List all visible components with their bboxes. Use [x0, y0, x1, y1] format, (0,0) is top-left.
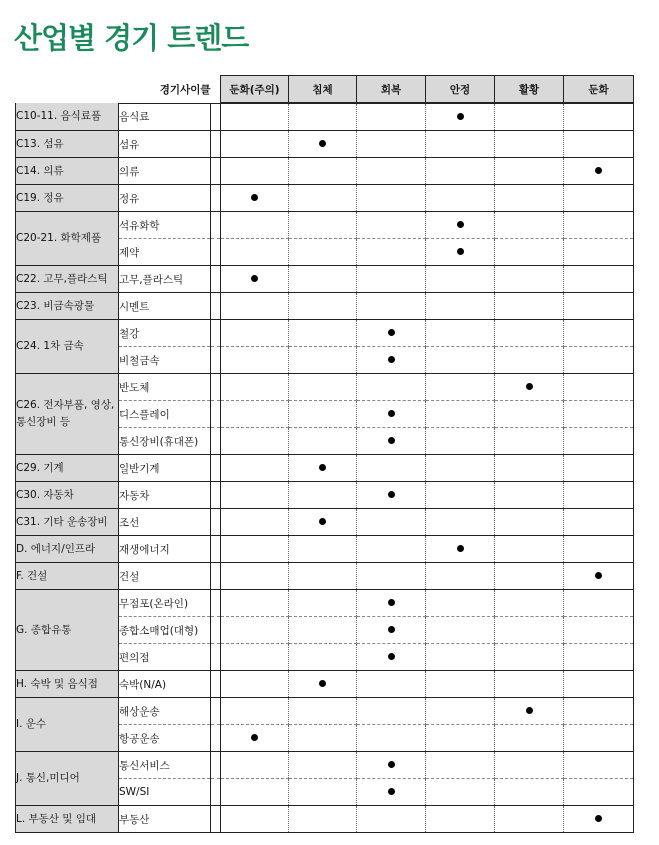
header-blank — [16, 76, 119, 104]
stage-cell — [289, 428, 357, 455]
spacer-cell — [211, 347, 221, 374]
stage-cell — [564, 103, 634, 131]
stage-cell — [564, 590, 634, 617]
spacer-cell — [211, 266, 221, 293]
industry-name: 해상운송 — [119, 698, 211, 725]
stage-cell — [495, 671, 564, 698]
industry-code: C29. 기계 — [16, 455, 119, 482]
spacer-cell — [211, 320, 221, 347]
stage-cell — [221, 185, 289, 212]
stage-cell — [564, 698, 634, 725]
stage-cell — [495, 590, 564, 617]
stage-cell — [221, 131, 289, 158]
stage-cell — [426, 455, 495, 482]
stage-cell — [357, 266, 426, 293]
stage-cell — [564, 806, 634, 833]
stage-cell — [495, 806, 564, 833]
table-row — [16, 482, 634, 509]
industry-code: C23. 비금속광물 — [16, 293, 119, 320]
stage-cell — [289, 644, 357, 671]
table-row — [16, 806, 634, 833]
table-row — [16, 293, 634, 320]
table-row — [16, 212, 634, 239]
stage-cell — [495, 158, 564, 185]
industry-name: 석유화학 — [119, 212, 211, 239]
stage-marker-dot — [388, 410, 395, 417]
spacer-cell — [211, 428, 221, 455]
industry-name: SW/SI — [119, 779, 211, 806]
spacer-cell — [211, 752, 221, 779]
industry-name: 고무,플라스틱 — [119, 266, 211, 293]
stage-cell — [564, 131, 634, 158]
stage-cell — [221, 752, 289, 779]
industry-code: D. 에너지/인프라 — [16, 536, 119, 563]
stage-marker-dot — [388, 599, 395, 606]
industry-name: 재생에너지 — [119, 536, 211, 563]
stage-cell — [357, 212, 426, 239]
industry-code: C14. 의류 — [16, 158, 119, 185]
stage-cell — [357, 482, 426, 509]
stage-marker-dot — [388, 491, 395, 498]
stage-cell — [289, 266, 357, 293]
stage-marker-dot — [526, 383, 533, 390]
stage-header: 활황 — [495, 76, 564, 104]
stage-cell — [357, 725, 426, 752]
industry-code: C13. 섬유 — [16, 131, 119, 158]
stage-cell — [221, 590, 289, 617]
stage-marker-dot — [457, 221, 464, 228]
stage-cell — [495, 374, 564, 401]
industry-code: C30. 자동차 — [16, 482, 119, 509]
stage-cell — [221, 806, 289, 833]
stage-cell — [426, 806, 495, 833]
stage-cell — [564, 401, 634, 428]
spacer-cell — [211, 671, 221, 698]
industry-name: 제약 — [119, 239, 211, 266]
stage-cell — [357, 158, 426, 185]
industry-name: 숙박(N/A) — [119, 671, 211, 698]
stage-marker-dot — [388, 356, 395, 363]
stage-cell — [426, 266, 495, 293]
stage-cell — [357, 131, 426, 158]
industry-name: 철강 — [119, 320, 211, 347]
industry-name: 음식료 — [119, 103, 211, 131]
stage-cell — [426, 752, 495, 779]
stage-cell — [221, 320, 289, 347]
stage-cell — [495, 779, 564, 806]
spacer-cell — [211, 131, 221, 158]
stage-marker-dot — [388, 653, 395, 660]
stage-cell — [495, 752, 564, 779]
stage-cell — [564, 266, 634, 293]
stage-marker-dot — [319, 464, 326, 471]
stage-marker-dot — [526, 707, 533, 714]
stage-cell — [495, 347, 564, 374]
spacer-cell — [211, 779, 221, 806]
stage-cell — [564, 185, 634, 212]
stage-cell — [564, 482, 634, 509]
stage-cell — [221, 158, 289, 185]
stage-cell — [564, 563, 634, 590]
stage-marker-dot — [388, 626, 395, 633]
stage-header: 둔화(주의) — [221, 76, 289, 104]
stage-cell — [221, 725, 289, 752]
stage-cell — [357, 779, 426, 806]
stage-cell — [564, 293, 634, 320]
stage-cell — [426, 590, 495, 617]
stage-cell — [426, 158, 495, 185]
stage-cell — [357, 563, 426, 590]
stage-cell — [426, 644, 495, 671]
stage-cell — [426, 725, 495, 752]
industry-code: H. 숙박 및 음식점 — [16, 671, 119, 698]
table-row — [16, 590, 634, 617]
stage-marker-dot — [457, 113, 464, 120]
stage-cell — [357, 374, 426, 401]
stage-cell — [289, 725, 357, 752]
industry-code: C22. 고무,플라스틱 — [16, 266, 119, 293]
stage-cell — [495, 455, 564, 482]
spacer-cell — [211, 698, 221, 725]
table-row — [16, 536, 634, 563]
stage-cell — [564, 212, 634, 239]
industry-name: 부동산 — [119, 806, 211, 833]
stage-cell — [357, 401, 426, 428]
stage-marker-dot — [251, 194, 258, 201]
industry-name: 조선 — [119, 509, 211, 536]
spacer-cell — [211, 239, 221, 266]
stage-marker-dot — [319, 518, 326, 525]
stage-cell — [289, 401, 357, 428]
spacer-cell — [211, 401, 221, 428]
stage-marker-dot — [595, 815, 602, 822]
stage-cell — [289, 374, 357, 401]
industry-code: C10-11. 음식료품 — [16, 103, 119, 131]
stage-cell — [289, 698, 357, 725]
stage-cell — [221, 266, 289, 293]
stage-cell — [221, 103, 289, 131]
industry-code: F. 건설 — [16, 563, 119, 590]
stage-cell — [357, 455, 426, 482]
stage-cell — [221, 617, 289, 644]
stage-cell — [357, 617, 426, 644]
table-row — [16, 374, 634, 401]
stage-cell — [426, 698, 495, 725]
stage-cell — [221, 779, 289, 806]
stage-cell — [221, 644, 289, 671]
stage-cell — [426, 617, 495, 644]
industry-name: 편의점 — [119, 644, 211, 671]
industry-code: L. 부동산 및 임대 — [16, 806, 119, 833]
stage-cell — [221, 509, 289, 536]
stage-cell — [426, 239, 495, 266]
stage-cell — [221, 698, 289, 725]
stage-header: 침체 — [289, 76, 357, 104]
stage-cell — [426, 185, 495, 212]
stage-marker-dot — [595, 572, 602, 579]
stage-cell — [564, 428, 634, 455]
stage-cell — [564, 644, 634, 671]
stage-cell — [495, 563, 564, 590]
stage-cell — [289, 455, 357, 482]
spacer-cell — [211, 103, 221, 131]
stage-cell — [221, 455, 289, 482]
industry-code: C24. 1차 금속 — [16, 320, 119, 374]
stage-cell — [426, 347, 495, 374]
stage-cell — [289, 482, 357, 509]
table-row — [16, 671, 634, 698]
stage-cell — [426, 212, 495, 239]
stage-cell — [426, 428, 495, 455]
table-row — [16, 103, 634, 131]
stage-cell — [221, 347, 289, 374]
stage-cell — [357, 644, 426, 671]
stage-cell — [564, 752, 634, 779]
stage-cell — [289, 103, 357, 131]
industry-name: 반도체 — [119, 374, 211, 401]
industry-code: C20-21. 화학제품 — [16, 212, 119, 266]
page-title: 산업별 경기 트렌드 — [14, 21, 249, 55]
stage-cell — [357, 536, 426, 563]
stage-cell — [564, 725, 634, 752]
stage-cell — [357, 185, 426, 212]
stage-cell — [426, 374, 495, 401]
stage-cell — [357, 320, 426, 347]
table-row — [16, 131, 634, 158]
stage-cell — [564, 158, 634, 185]
stage-cell — [289, 320, 357, 347]
industry-name: 의류 — [119, 158, 211, 185]
stage-cell — [426, 482, 495, 509]
header-gap — [211, 76, 221, 104]
stage-cell — [221, 671, 289, 698]
stage-cell — [289, 158, 357, 185]
industry-code: J. 통신,미디어 — [16, 752, 119, 806]
stage-cell — [426, 509, 495, 536]
stage-cell — [221, 428, 289, 455]
industry-name: 자동차 — [119, 482, 211, 509]
stage-cell — [289, 131, 357, 158]
stage-cell — [289, 293, 357, 320]
stage-cell — [564, 239, 634, 266]
spacer-cell — [211, 509, 221, 536]
cycle-label: 경기사이클 — [159, 83, 211, 96]
table-row — [16, 455, 634, 482]
industry-trend-table — [15, 75, 634, 833]
header-row — [16, 76, 634, 104]
stage-cell — [289, 590, 357, 617]
stage-cell — [495, 293, 564, 320]
stage-marker-dot — [251, 275, 258, 282]
stage-cell — [289, 239, 357, 266]
stage-cell — [564, 455, 634, 482]
stage-cell — [289, 779, 357, 806]
spacer-cell — [211, 644, 221, 671]
industry-code: C31. 기타 운송장비 — [16, 509, 119, 536]
stage-cell — [495, 103, 564, 131]
stage-marker-dot — [319, 680, 326, 687]
stage-header: 둔화 — [564, 76, 634, 104]
stage-cell — [426, 103, 495, 131]
stage-cell — [357, 590, 426, 617]
stage-cell — [221, 536, 289, 563]
stage-cell — [495, 266, 564, 293]
spacer-cell — [211, 158, 221, 185]
stage-cell — [221, 239, 289, 266]
industry-code: I. 운수 — [16, 698, 119, 752]
stage-cell — [564, 536, 634, 563]
stage-cell — [564, 671, 634, 698]
stage-cell — [564, 617, 634, 644]
stage-cell — [289, 806, 357, 833]
spacer-cell — [211, 590, 221, 617]
stage-cell — [357, 698, 426, 725]
industry-code: C26. 전자부품, 영상, 통신장비 등 — [16, 374, 119, 455]
industry-code: C19. 정유 — [16, 185, 119, 212]
stage-cell — [221, 563, 289, 590]
stage-cell — [495, 428, 564, 455]
stage-marker-dot — [388, 329, 395, 336]
stage-cell — [289, 347, 357, 374]
stage-cell — [426, 536, 495, 563]
stage-cell — [221, 293, 289, 320]
industry-name: 디스플레이 — [119, 401, 211, 428]
table-row — [16, 509, 634, 536]
industry-name: 종합소매업(대형) — [119, 617, 211, 644]
spacer-cell — [211, 455, 221, 482]
stage-cell — [495, 509, 564, 536]
industry-name: 정유 — [119, 185, 211, 212]
stage-cell — [426, 563, 495, 590]
stage-cell — [495, 617, 564, 644]
spacer-cell — [211, 482, 221, 509]
stage-cell — [221, 374, 289, 401]
table-row — [16, 185, 634, 212]
stage-cell — [564, 509, 634, 536]
stage-marker-dot — [388, 788, 395, 795]
industry-name: 시멘트 — [119, 293, 211, 320]
stage-cell — [289, 185, 357, 212]
stage-marker-dot — [388, 761, 395, 768]
industry-name: 일반기계 — [119, 455, 211, 482]
industry-name: 통신장비(휴대폰) — [119, 428, 211, 455]
stage-cell — [564, 779, 634, 806]
stage-cell — [495, 644, 564, 671]
stage-cell — [426, 401, 495, 428]
table-row — [16, 752, 634, 779]
stage-header: 회복 — [357, 76, 426, 104]
stage-cell — [426, 293, 495, 320]
stage-cell — [289, 212, 357, 239]
spacer-cell — [211, 212, 221, 239]
spacer-cell — [211, 293, 221, 320]
stage-cell — [357, 509, 426, 536]
stage-cell — [289, 509, 357, 536]
stage-cell — [357, 671, 426, 698]
stage-cell — [357, 239, 426, 266]
spacer-cell — [211, 617, 221, 644]
table-row — [16, 158, 634, 185]
stage-cell — [426, 131, 495, 158]
stage-cell — [221, 401, 289, 428]
stage-cell — [289, 617, 357, 644]
industry-code: G. 종합유통 — [16, 590, 119, 671]
stage-cell — [426, 779, 495, 806]
stage-cell — [289, 752, 357, 779]
table-row — [16, 320, 634, 347]
spacer-cell — [211, 806, 221, 833]
stage-cell — [495, 725, 564, 752]
stage-cell — [221, 482, 289, 509]
industry-name: 섬유 — [119, 131, 211, 158]
stage-cell — [495, 401, 564, 428]
spacer-cell — [211, 374, 221, 401]
industry-name: 건설 — [119, 563, 211, 590]
stage-cell — [357, 293, 426, 320]
stage-header: 안정 — [426, 76, 495, 104]
stage-marker-dot — [388, 437, 395, 444]
table-row — [16, 266, 634, 293]
stage-cell — [426, 671, 495, 698]
stage-marker-dot — [457, 545, 464, 552]
spacer-cell — [211, 185, 221, 212]
stage-cell — [495, 320, 564, 347]
stage-cell — [357, 103, 426, 131]
table-body — [16, 103, 634, 833]
stage-cell — [357, 806, 426, 833]
spacer-cell — [211, 536, 221, 563]
stage-cell — [289, 563, 357, 590]
table-row — [16, 698, 634, 725]
stage-cell — [495, 239, 564, 266]
stage-cell — [426, 320, 495, 347]
industry-name: 무점포(온라인) — [119, 590, 211, 617]
stage-cell — [495, 482, 564, 509]
stage-cell — [495, 212, 564, 239]
spacer-cell — [211, 563, 221, 590]
stage-cell — [564, 320, 634, 347]
stage-cell — [564, 347, 634, 374]
table-row — [16, 563, 634, 590]
stage-cell — [564, 374, 634, 401]
stage-cell — [495, 536, 564, 563]
spacer-cell — [211, 725, 221, 752]
stage-cell — [495, 698, 564, 725]
industry-name: 통신서비스 — [119, 752, 211, 779]
stage-cell — [495, 185, 564, 212]
stage-marker-dot — [319, 140, 326, 147]
stage-cell — [357, 347, 426, 374]
stage-cell — [221, 212, 289, 239]
stage-marker-dot — [595, 167, 602, 174]
stage-cell — [357, 428, 426, 455]
stage-cell — [357, 752, 426, 779]
industry-name: 항공운송 — [119, 725, 211, 752]
stage-marker-dot — [251, 734, 258, 741]
stage-marker-dot — [457, 248, 464, 255]
stage-cell — [289, 536, 357, 563]
stage-cell — [495, 131, 564, 158]
industry-name: 비철금속 — [119, 347, 211, 374]
stage-cell — [289, 671, 357, 698]
